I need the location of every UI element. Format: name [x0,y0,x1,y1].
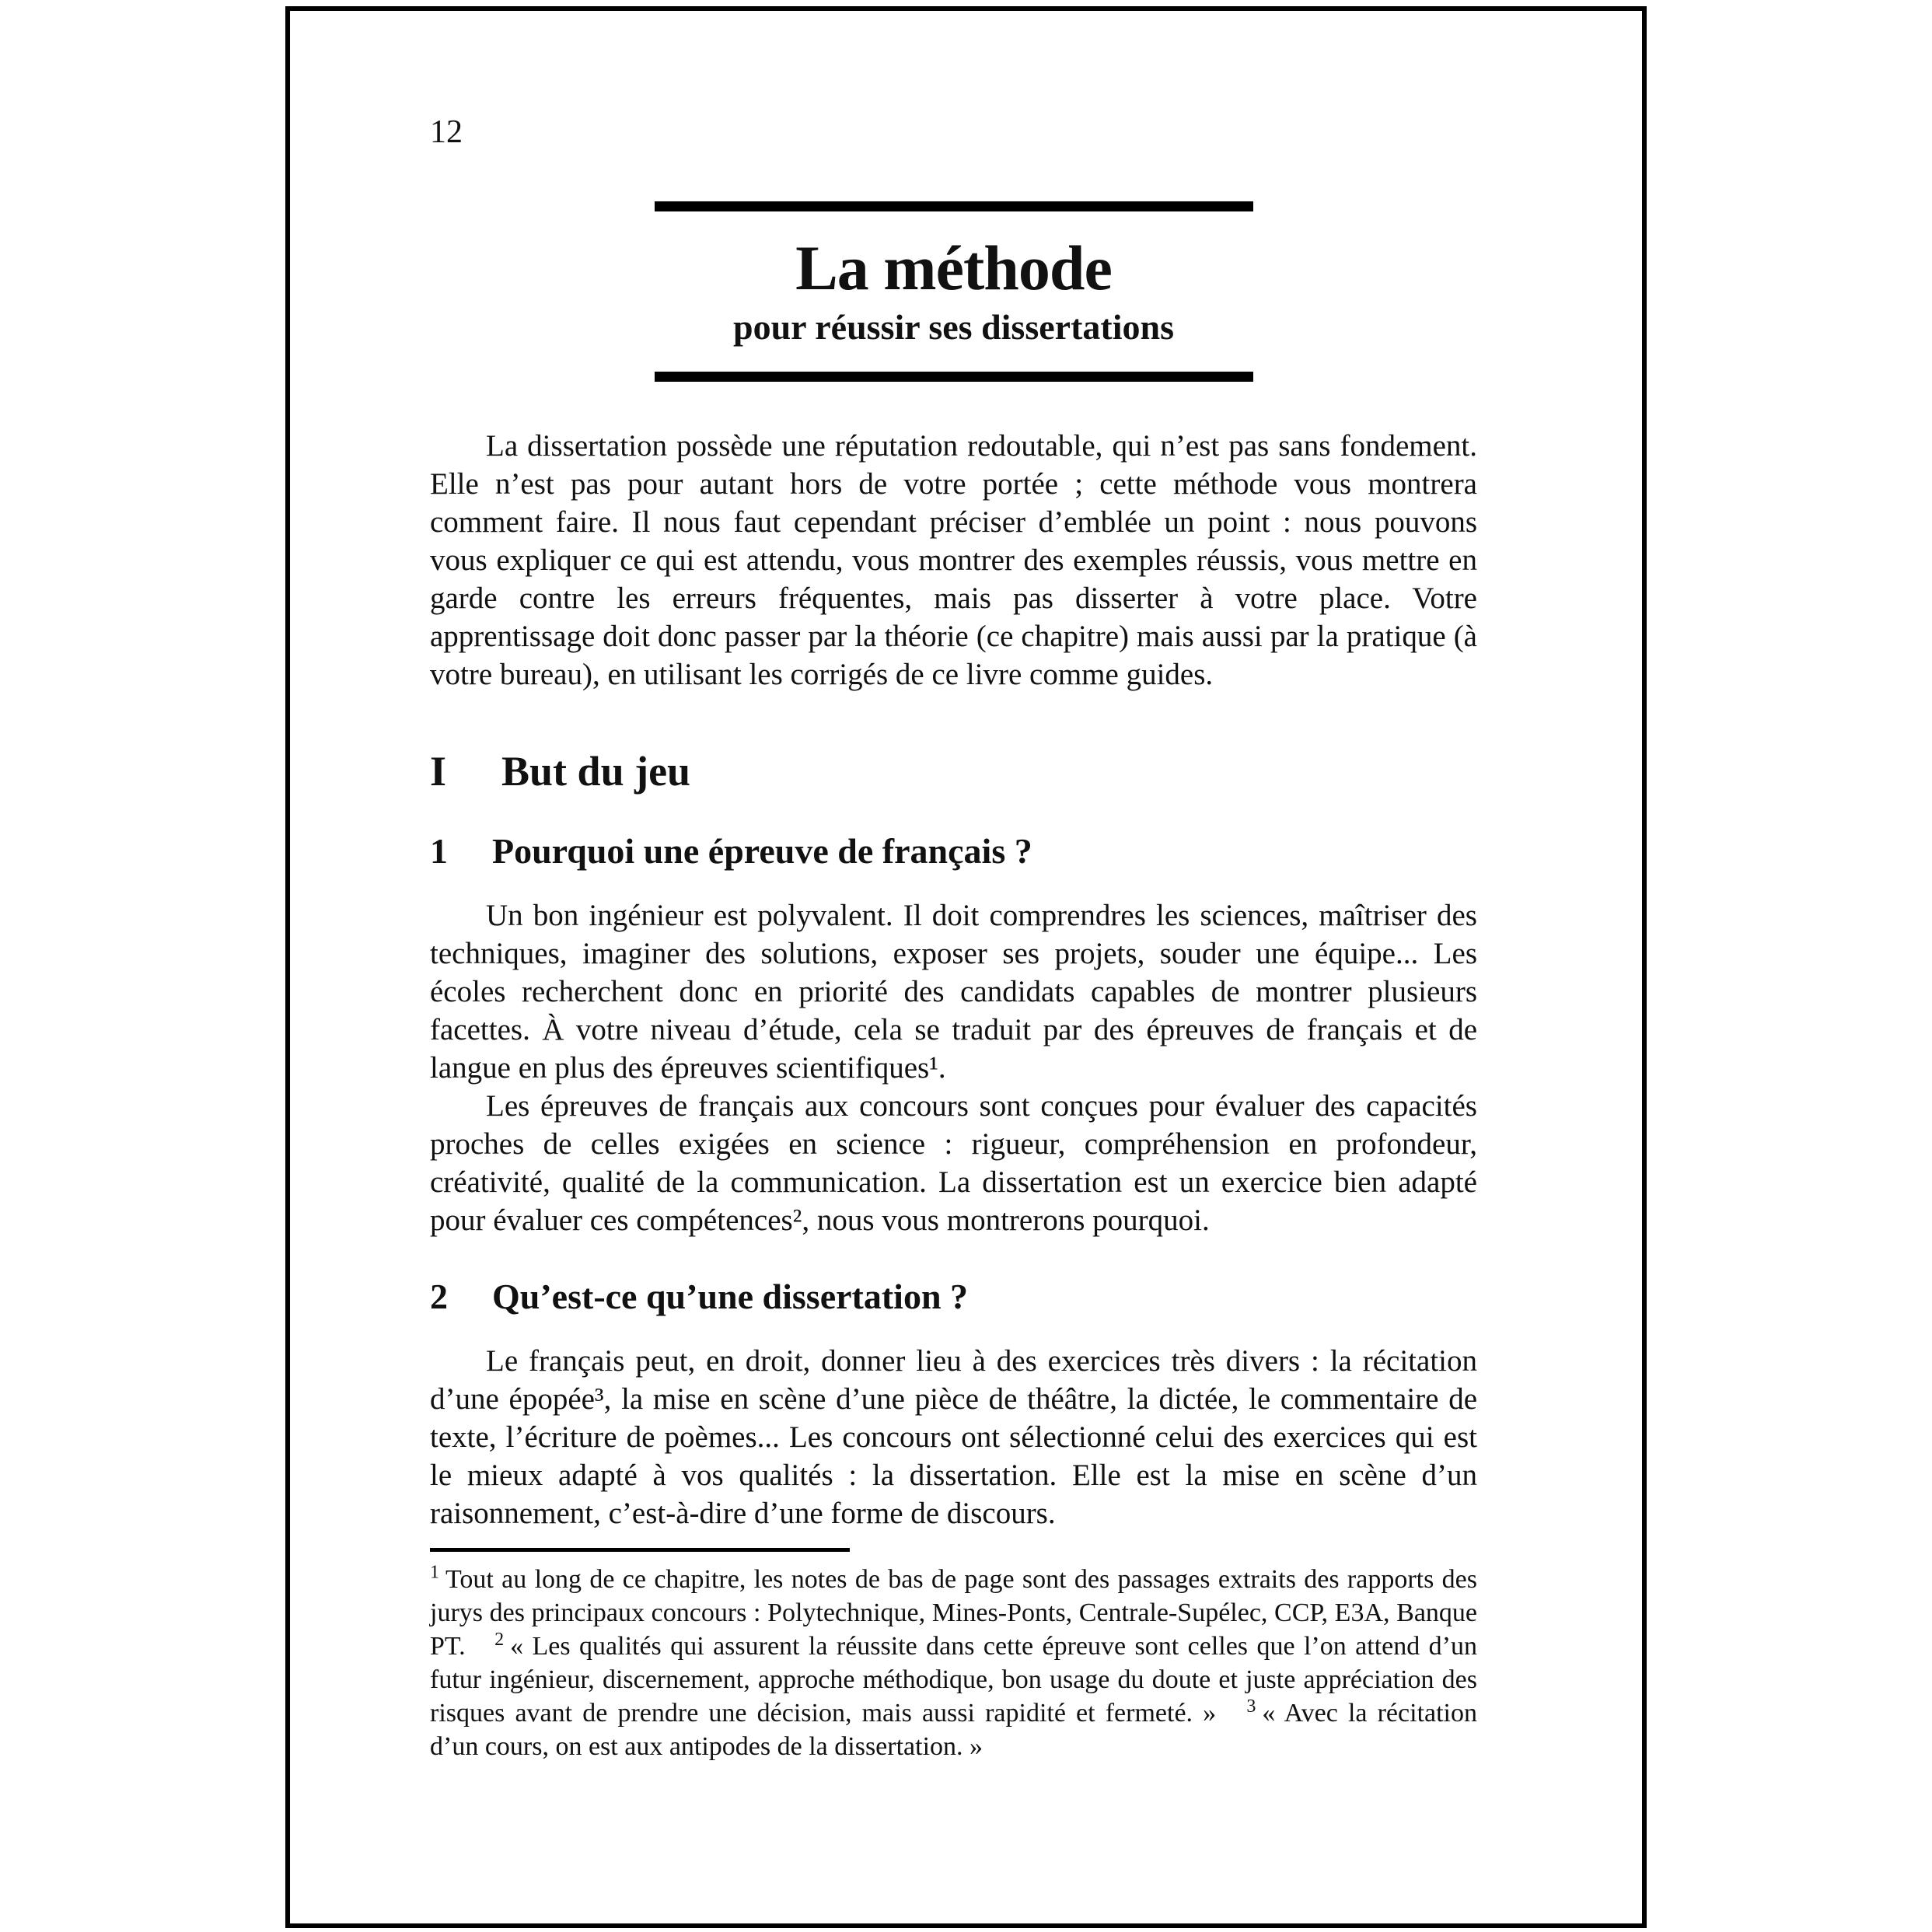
subsection-1-paragraph-2: Les épreuves de français aux concours sont conçues pour évaluer des capacités proches de celles exigées en science : rigueur, compréhension en profondeur, créativité, qualité de la communication. La dissertation est un exercice bien adapté pour évaluer ces compétences², nous vous montrerons pourquoi. [430,1088,1477,1237]
title-rule-top [655,201,1253,211]
footnote-1-marker: 1 [430,1562,439,1583]
footnotes-block [430,1563,1477,1763]
footnote-2-text: « Les qualités qui assurent la réussite dans cette épreuve sont celles que l’on attend d’un futur ingénieur, discernement, approche méthodique, bon usage du doute et juste appréciation des risques avant de prendre une décision, mais aussi rapidité et fermeté. » [430,1632,1478,1728]
chapter-title: La méthode [795,232,1112,303]
subsection-1-heading [430,830,1477,871]
footnote-3-marker: 3 [1246,1696,1256,1717]
subsection-1-title: Pourquoi une épreuve de français ? [492,830,1032,871]
chapter-subtitle: pour réussir ses dissertations [733,307,1174,347]
footnote-area [430,1548,1477,1763]
footnote-rule [430,1548,850,1552]
title-rule-bottom [655,372,1253,382]
page-frame [285,6,1647,1928]
section-title: But du jeu [501,748,691,795]
chapter-title-block [655,201,1253,382]
subsection-2-paragraph-1: Le français peut, en droit, donner lieu à des exercices très divers : la récitation d’une épopée³, la mise en scène d’une pièce de théâtre, la dictée, le commentaire de texte, l’écriture de poèmes... Les concours ont sélectionné celui des exercices qui est le mieux adapté à vos qualités : la dissertation. Elle est la mise en scène d’un raisonnement, c’est-à-dire d’une forme de discours. [430,1344,1477,1531]
footnote-2-marker: 2 [494,1629,505,1650]
subsection-2-number: 2 [430,1276,448,1316]
section-heading [430,749,1477,794]
footnote-3-text: « Avec la récitation d’un cours, on est aux antipodes de la dissertation. » [430,1699,1477,1762]
section-number: I [430,748,447,795]
subsection-1-number: 1 [430,830,448,871]
subsection-1-paragraph-1: Un bon ingénieur est polyvalent. Il doit comprendres les sciences, maîtriser des techniques, imaginer des solutions, exposer ses projets, souder une équipe... Les écoles recherchent donc en priorité des candidats capables de montrer plusieurs facettes. À votre niveau d’étude, cela se traduit par des épreuves de français et de langue en plus des épreuves scientifiques¹. [430,898,1477,1085]
footnote-1-text: Tout au long de ce chapitre, les notes de bas de page sont des passages extraits des rapports des jurys des principaux concours : Polytechnique, Mines-Ponts, Centrale-Supélec, CCP, E3A, Banque PT. [430,1565,1477,1661]
page-number: 12 [430,114,463,150]
subsection-2-heading [430,1278,1477,1315]
intro-paragraph: La dissertation possède une réputation redoutable, qui n’est pas sans fondement. Elle n’est pas pour autant hors de votre portée ; cette méthode vous montrera comment faire. Il nous faut cependant préciser d’emblée un point : nous pouvons vous expliquer ce qui est attendu, vous montrer des exemples réussis, vous mettre en garde contre les erreurs fréquentes, mais pas disserter à votre place. Votre apprentissage doit donc passer par la théorie (ce chapitre) mais aussi par la pratique (à votre bureau), en utilisant les corrigés de ce livre comme guides. [430,429,1477,691]
subsection-2-title: Qu’est-ce qu’une dissertation ? [492,1276,969,1316]
